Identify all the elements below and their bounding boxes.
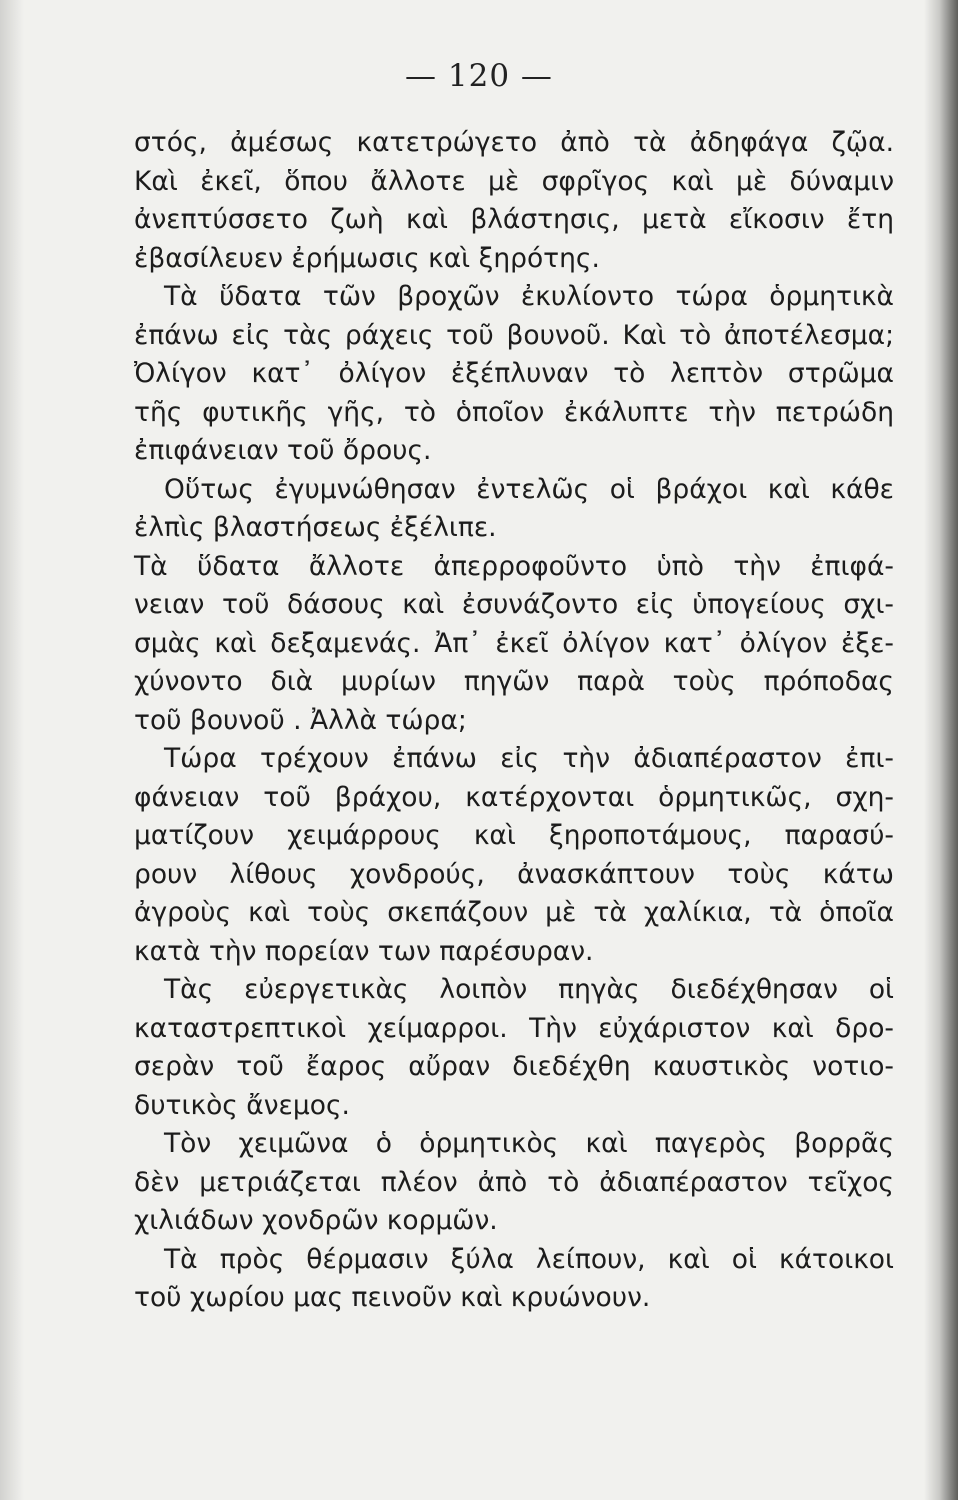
text-line: ἐπιφάνειαν τοῦ ὄρους.: [134, 435, 432, 466]
text-line: ἐπάνω εἰς τὰς ράχεις τοῦ βουνοῦ. Καὶ τὸ ἀποτέλεσμα;: [134, 319, 894, 351]
text-line: χιλιάδων χονδρῶν κορμῶν.: [134, 1205, 498, 1236]
text-line: ἀνεπτύσσετο ζωὴ καὶ βλάστησις, μετὰ εἴκοσιν ἔτη: [134, 204, 894, 235]
text-line: σερὰν τοῦ ἔαρος αὔραν διεδέχθη καυστικὸς νοτιο-: [134, 1051, 894, 1082]
text-line: τοῦ βουνοῦ . Ἀλλὰ τώρα;: [134, 704, 467, 736]
text-line: Τὰ πρὸς θέρμασιν ξύλα λείπουν, καὶ οἱ κάτοικοι: [164, 1243, 894, 1275]
text-line: ρουν λίθους χονδρούς, ἀνασκάπτουν τοὺς κάτω: [134, 858, 894, 890]
text-line: Καὶ ἐκεῖ, ὅπου ἄλλοτε μὲ σφρῖγος καὶ μὲ δύναμιν: [134, 165, 894, 197]
text-line: ἐβασίλευεν ἐρήμωσις καὶ ξηρότης.: [134, 242, 600, 274]
page-number: — 120 —: [405, 58, 553, 94]
text-line: τοῦ χωρίου μας πεινοῦν καὶ κρυώνουν.: [134, 1282, 651, 1313]
text-line: Τὸν χειμῶνα ὁ ὁρμητικὸς καὶ παγερὸς βορρᾶς: [164, 1128, 894, 1159]
text-line: Τὰ ὕδατα ἄλλοτε ἀπερροφοῦντο ὑπὸ τὴν ἐπιφά-: [134, 550, 894, 582]
text-line: σμὰς καὶ δεξαμενάς. Ἀπ᾽ ἐκεῖ ὀλίγον κατ᾽ ὀλίγον ἐξε-: [134, 627, 894, 659]
text-line: κατὰ τὴν πορείαν των παρέσυραν.: [134, 935, 594, 967]
text-line: Οὕτως ἐγυμνώθησαν ἐντελῶς οἱ βράχοι καὶ κάθε: [164, 473, 894, 505]
text-line: καταστρεπτικοὶ χείμαρροι. Τὴν εὐχάριστον καὶ δρο-: [134, 1012, 894, 1044]
book-spine-edge: [924, 0, 958, 1500]
text-line: ἀγροὺς καὶ τοὺς σκεπάζουν μὲ τὰ χαλίκια, τὰ ὁποῖα: [134, 897, 894, 928]
text-line: ματίζουν χειμάρρους καὶ ξηροποτάμους, παρασύ-: [134, 820, 894, 851]
text-line: Ὀλίγον κατ᾽ ὀλίγον ἐξέπλυναν τὸ λεπτὸν στρῶμα: [134, 358, 894, 389]
text-line: δὲν μετριάζεται πλέον ἀπὸ τὸ ἀδιαπέραστον τεῖχος: [134, 1166, 894, 1198]
text-line: ἐλπὶς βλαστήσεως ἐξέλιπε.: [134, 512, 497, 543]
text-line: στός, ἀμέσως κατετρώγετο ἀπὸ τὰ ἀδηφάγα ζῷα.: [134, 127, 894, 158]
text-line: χύνοντο διὰ μυρίων πηγῶν παρὰ τοὺς πρόποδας: [134, 666, 894, 697]
text-line: Τὰς εὐεργετικὰς λοιπὸν πηγὰς διεδέχθησαν οἱ: [164, 974, 894, 1005]
text-line: νειαν τοῦ δάσους καὶ ἐσυνάζοντο εἰς ὑπογείους σχι-: [134, 589, 894, 620]
text-line: τῆς φυτικῆς γῆς, τὸ ὁποῖον ἐκάλυπτε τὴν πετρώδη: [134, 396, 894, 428]
text-line: Τώρα τρέχουν ἐπάνω εἰς τὴν ἀδιαπέραστον ἐπι-: [164, 743, 894, 774]
text-line: δυτικὸς ἄνεμος.: [134, 1089, 350, 1121]
page-shadow: [0, 0, 24, 1500]
text-line: φάνειαν τοῦ βράχου, κατέρχονται ὁρμητικῶς, σχη-: [134, 781, 894, 813]
text-line: Τὰ ὕδατα τῶν βροχῶν ἐκυλίοντο τώρα ὁρμητικὰ: [164, 281, 894, 312]
body-text: [134, 124, 894, 1318]
